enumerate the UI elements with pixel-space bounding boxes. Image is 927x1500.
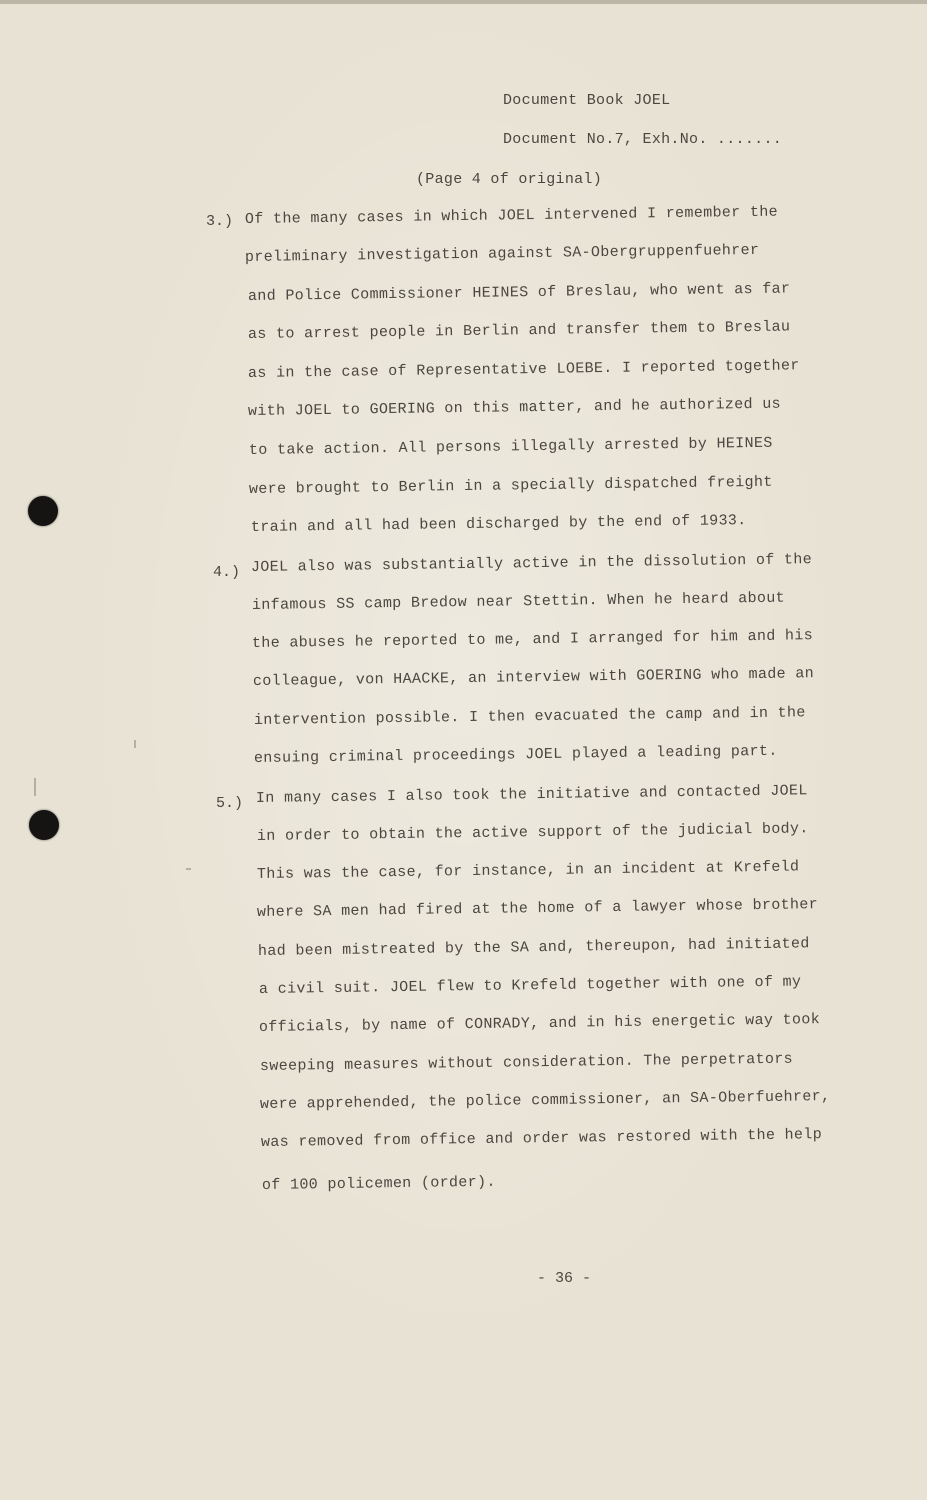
top-edge — [0, 0, 927, 4]
item-5-line-3: This was the case, for instance, in an incident at Krefeld — [256, 858, 800, 883]
item-3-line-6: with JOEL to GOERING on this matter, and he authorized us — [247, 395, 782, 420]
page-of-original-heading: (Page 4 of original) — [416, 171, 603, 188]
item-4-line-1: JOEL also was substantially active in the dissolution of the — [250, 551, 813, 576]
item-3-line-8: were brought to Berlin in a specially dispatched freight — [248, 473, 773, 498]
item-4-line-5: intervention possible. I then evacuated the camp and in the — [253, 704, 806, 729]
paper-speck — [34, 778, 36, 796]
item-3-line-2: preliminary investigation against SA-Obergruppenfuehrer — [244, 241, 760, 266]
item-4-line-4: colleague, von HAACKE, an interview with GOERING who made an — [252, 665, 815, 690]
item-5-line-8: sweeping measures without consideration. The perpetrators — [259, 1050, 794, 1075]
item-3-line-5: as in the case of Representative LOEBE. I reported together — [247, 357, 800, 382]
paper-speck — [186, 868, 191, 870]
item-number-4: 4.) — [213, 564, 241, 581]
item-5-line-4: where SA men had fired at the home of a lawyer whose brother — [256, 896, 819, 921]
item-5-line-5: had been mistreated by the SA and, thereupon, had initiated — [257, 935, 810, 960]
item-3-line-3: and Police Commissioner HEINES of Breslau, who went as far — [247, 280, 791, 305]
item-4-line-3: the abuses he reported to me, and I arranged for him and his — [251, 627, 814, 652]
item-5-line-1: In many cases I also took the initiative and contacted JOEL — [255, 782, 808, 807]
item-3-line-9: train and all had been discharged by the end of 1933. — [250, 512, 747, 536]
punch-hole-top — [28, 496, 58, 526]
item-5-line-10: was removed from office and order was restored with the help — [260, 1126, 823, 1151]
item-4-line-6: ensuing criminal proceedings JOEL played a leading part. — [253, 742, 778, 767]
item-5-line-2: in order to obtain the active support of the judicial body. — [256, 820, 809, 845]
item-5-line-11: of 100 policemen (order). — [261, 1173, 496, 1194]
page-number: - 36 - — [537, 1270, 592, 1287]
item-3-line-1: Of the many cases in which JOEL intervened I remember the — [244, 203, 779, 228]
item-4-line-2: infamous SS camp Bredow near Stettin. When he heard about — [251, 589, 786, 614]
document-book-heading: Document Book JOEL — [503, 92, 671, 109]
punch-hole-bottom — [29, 810, 59, 840]
item-5-line-9: were apprehended, the police commissioner, an SA-Oberfuehrer, — [259, 1088, 831, 1113]
item-5-line-7: officials, by name of CONRADY, and in his energetic way took — [258, 1011, 821, 1036]
item-3-line-7: to take action. All persons illegally arrested by HEINES — [248, 434, 773, 459]
paper-speck — [134, 740, 136, 748]
document-number-heading: Document No.7, Exh.No. ....... — [503, 131, 783, 148]
item-5-line-6: a civil suit. JOEL flew to Krefeld together with one of my — [258, 973, 802, 998]
item-3-line-4: as to arrest people in Berlin and transfer them to Breslau — [247, 318, 791, 343]
item-number-3: 3.) — [206, 213, 234, 230]
item-number-5: 5.) — [216, 795, 244, 812]
